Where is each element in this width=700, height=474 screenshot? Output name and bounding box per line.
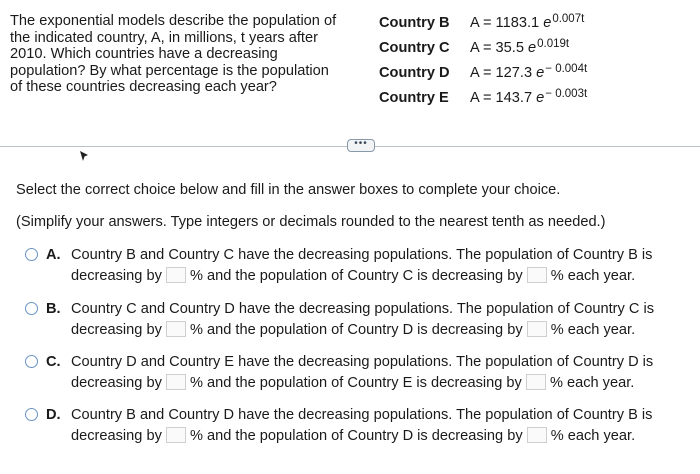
more-button[interactable]: ••• [347, 139, 375, 152]
formula-prefix: A = 127.3 [470, 65, 533, 81]
country-label: Country D [379, 65, 450, 81]
question-line: population? By what percentage is the population [10, 62, 329, 79]
formula-base: e [528, 40, 537, 56]
choice-part: % and the population of Country E is decreasing by [190, 375, 522, 391]
radio-button[interactable] [25, 355, 38, 368]
hint-text: (Simplify your answers. Type integers or decimals rounded to the nearest tenth as needed.) [16, 214, 606, 230]
choice-letter: A. [46, 247, 61, 263]
answer-input[interactable] [527, 321, 547, 337]
answer-input[interactable] [166, 321, 186, 337]
choice-letter: C. [46, 354, 61, 370]
formula-prefix: A = 35.5 [470, 40, 524, 56]
formula-exponent: 0.007t [552, 13, 585, 25]
radio-button[interactable] [25, 248, 38, 261]
formula-base: e [536, 90, 545, 106]
radio-button[interactable] [25, 408, 38, 421]
choice-letter: D. [46, 407, 61, 423]
choice-part: % each year. [550, 322, 636, 338]
choice-part: % and the population of Country D is decreasing by [190, 322, 523, 338]
question-line: The exponential models describe the population of [10, 13, 337, 29]
choice-line [71, 373, 634, 394]
country-label: Country E [379, 90, 449, 106]
choice-letter: B. [46, 301, 61, 317]
question-line: of these countries decreasing each year? [10, 79, 277, 95]
question-line: the indicated country, A, in millions, t years after [10, 29, 318, 46]
country-label: Country B [379, 15, 450, 31]
country-label: Country C [379, 40, 450, 56]
choice-part: decreasing by [71, 375, 162, 391]
population-models [379, 12, 694, 112]
answer-input[interactable] [166, 427, 186, 443]
choice-part: % and the population of Country C is decreasing by [190, 268, 523, 284]
choice-part: decreasing by [71, 268, 162, 284]
radio-button[interactable] [25, 302, 38, 315]
answer-input[interactable] [526, 374, 546, 390]
answer-input[interactable] [527, 267, 547, 283]
model-formula [470, 65, 587, 81]
formula-prefix: A = 1183.1 [470, 15, 540, 31]
formula-prefix: A = 143.7 [470, 90, 533, 106]
model-row-country-d [379, 62, 694, 87]
model-row-country-c [379, 37, 694, 62]
formula-exponent: − 0.003t [545, 88, 588, 100]
answer-input[interactable] [166, 267, 186, 283]
formula-base: e [536, 65, 545, 81]
choice-part: % each year. [549, 375, 635, 391]
formula-exponent: 0.019t [537, 38, 570, 50]
question-text [10, 13, 360, 96]
model-row-country-e [379, 87, 694, 112]
choice-text [71, 405, 653, 444]
choice-part: % and the population of Country D is decreasing by [190, 428, 523, 444]
choice-line: Country C and Country D have the decreasing populations. The population of Country C is [71, 301, 655, 317]
instruction-text: Select the correct choice below and fill in the answer boxes to complete your choice. [16, 182, 561, 198]
formula-exponent: − 0.004t [545, 63, 588, 75]
model-formula [470, 40, 569, 56]
choice-part: decreasing by [71, 322, 162, 338]
choice-line: Country D and Country E have the decreasing populations. The population of Country D is [71, 354, 654, 370]
mouse-cursor-icon [78, 150, 90, 164]
answer-input[interactable] [527, 427, 547, 443]
question-line: 2010. Which countries have a decreasing [10, 46, 278, 62]
choice-part: % each year. [550, 428, 636, 444]
choice-line [71, 266, 635, 287]
choice-line [71, 426, 635, 447]
choice-text [71, 352, 654, 391]
model-formula [470, 15, 584, 31]
choice-line: Country B and Country C have the decreasing populations. The population of Country B is [71, 247, 653, 263]
choice-text [71, 245, 653, 284]
formula-base: e [543, 15, 552, 31]
answer-input[interactable] [166, 374, 186, 390]
choice-line [71, 320, 635, 341]
choice-part: % each year. [550, 268, 636, 284]
choice-text [71, 299, 655, 338]
model-formula [470, 90, 587, 106]
choice-line: Country B and Country D have the decreasing populations. The population of Country B is [71, 407, 653, 423]
choice-part: decreasing by [71, 428, 162, 444]
model-row-country-b [379, 12, 694, 37]
